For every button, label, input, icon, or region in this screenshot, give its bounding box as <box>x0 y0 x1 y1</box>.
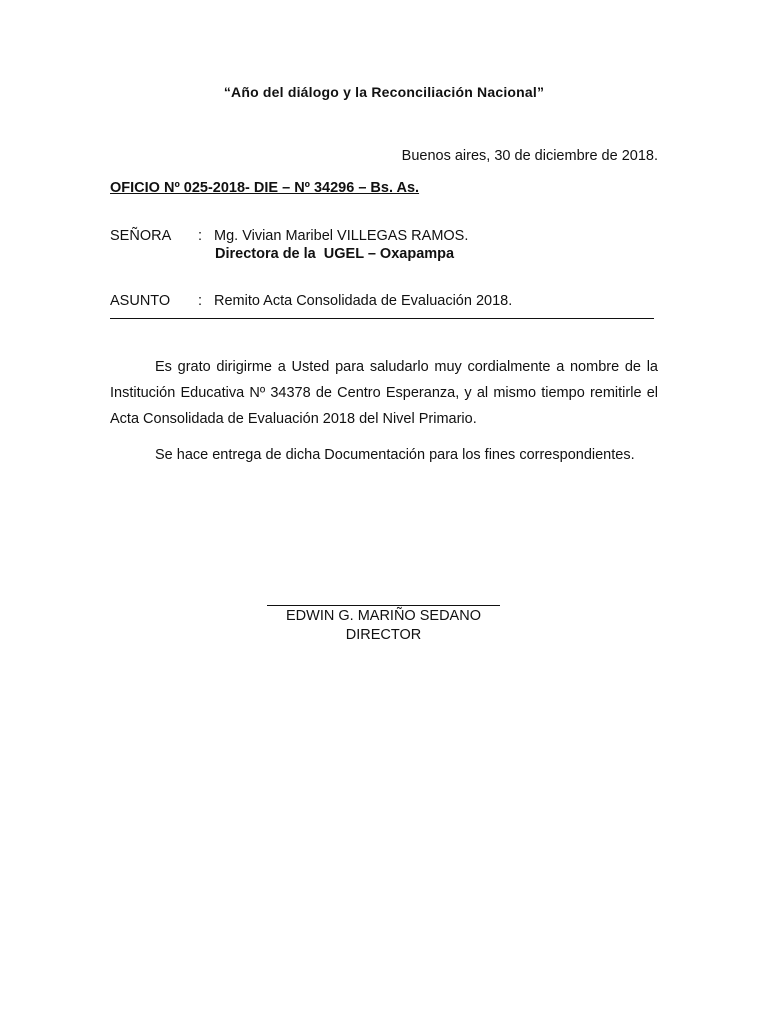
recipient-row <box>110 228 468 244</box>
place-date: Buenos aires, 30 de diciembre de 2018. <box>401 148 658 164</box>
letter-body <box>110 354 658 468</box>
signature-line <box>267 605 500 606</box>
subject-label: ASUNTO <box>110 293 171 309</box>
year-motto-heading: “Año del diálogo y la Reconciliación Nacional” <box>223 84 545 100</box>
recipient-title: Directora de la UGEL – Oxapampa <box>215 246 455 262</box>
recipient-label: SEÑORA <box>110 228 172 244</box>
subject-row <box>110 293 512 309</box>
document-reference: OFICIO Nº 025-2018- DIE – Nº 34296 – Bs. As. <box>110 180 420 196</box>
signatory-role: DIRECTOR <box>345 627 422 643</box>
subject-divider <box>110 318 654 319</box>
subject-separator: : <box>198 293 203 309</box>
signatory-name: EDWIN G. MARIÑO SEDANO <box>286 608 481 624</box>
recipient-separator: : <box>198 228 203 244</box>
body-paragraph: Se hace entrega de dicha Documentación para los fines correspondientes. <box>155 447 635 463</box>
recipient-name: Mg. Vivian Maribel VILLEGAS RAMOS. <box>214 228 469 244</box>
subject-text: Remito Acta Consolidada de Evaluación 2018. <box>214 293 513 309</box>
body-paragraph: Es grato dirigirme a Usted para saludarlo muy cordialmente a nombre de la Institución Educativa Nº 34378 de Centro Esperanza, y al mismo tiempo remitirle el Acta Consolidada de Evaluación 2018 del Nivel Primario. <box>110 359 658 427</box>
